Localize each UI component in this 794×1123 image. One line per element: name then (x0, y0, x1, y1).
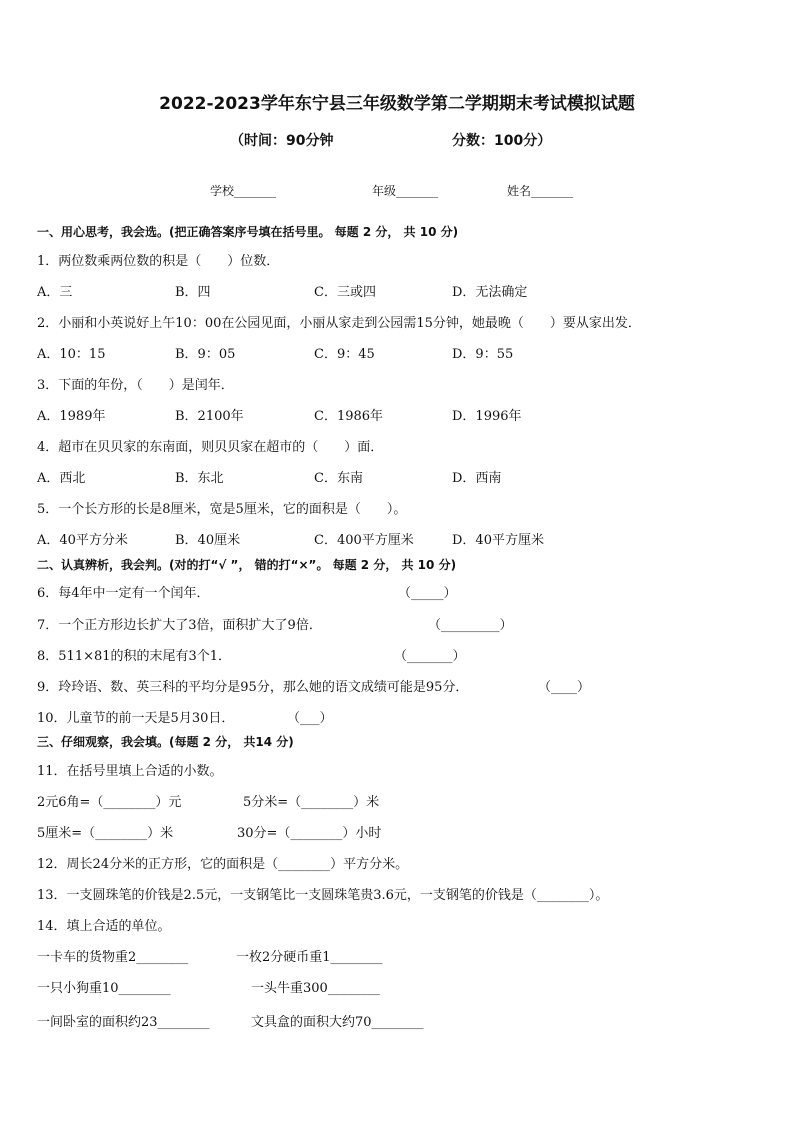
option-4d: D．西南 (452, 471, 502, 486)
question-14-item-1: 一卡车的货物重2________ (37, 950, 189, 965)
option-5d: D．40平方厘米 (452, 533, 544, 548)
name-field: 姓名_______ (507, 184, 574, 198)
section-heading-2: 二、认真辨析，我会判。(对的打“√ ”， 错的打“×”。 每题 2 分， 共 10 分) (37, 558, 457, 572)
question-11-item-1: 2元6角=（________）元 (37, 795, 182, 810)
option-4b: B．东北 (175, 471, 224, 486)
question-14-item-3: 一只小狗重10________ (37, 981, 171, 996)
option-4a: A．西北 (37, 471, 86, 486)
exam-score: 分数：100分） (452, 133, 552, 149)
question-4: 4．超市在贝贝家的东南面，则贝贝家在超市的（ ）面． (37, 440, 384, 455)
answer-blank-9: （____） (538, 680, 591, 695)
question-5: 5．一个长方形的长是8厘米，宽是5厘米，它的面积是（ ）。 (37, 502, 407, 517)
answer-blank-8: （_______） (394, 649, 466, 664)
option-3a: A．1989年 (37, 409, 106, 424)
option-5a: A．40平方分米 (37, 533, 128, 548)
option-3b: B．2100年 (175, 409, 244, 424)
option-3c: C．1986年 (314, 409, 384, 424)
option-4c: C．东南 (314, 471, 363, 486)
option-1b: B．四 (175, 285, 211, 300)
question-14-item-5: 一间卧室的面积约23________ (37, 1015, 210, 1030)
option-5b: B．40厘米 (175, 533, 241, 548)
question-14: 14．填上合适的单位。 (37, 919, 171, 934)
question-6: 6．每4年中一定有一个闰年． (37, 586, 210, 601)
option-5c: C．400平方厘米 (314, 533, 414, 548)
option-1d: D．无法确定 (452, 285, 528, 300)
page-title: 2022-2023学年东宁县三年级数学第二学期期末考试模拟试题 (159, 94, 635, 114)
answer-blank-10: （___） (287, 711, 333, 726)
question-3: 3．下面的年份，（ ）是闰年． (37, 378, 234, 393)
question-14-item-2: 一枚2分硬币重1________ (236, 950, 383, 965)
option-1a: A．三 (37, 285, 73, 300)
exam-time: （时间：90分钟 (230, 133, 334, 149)
option-2b: B．9：05 (175, 347, 236, 362)
option-2c: C．9：45 (314, 347, 375, 362)
question-1: 1．两位数乘两位数的积是（ ）位数． (37, 254, 280, 269)
section-heading-3: 三、仔细观察，我会填。(每题 2 分， 共14 分) (37, 735, 294, 749)
school-field: 学校_______ (210, 184, 277, 198)
question-13: 13．一支圆珠笔的价钱是2.5元，一支钢笔比一支圆珠笔贵3.6元，一支钢笔的价钱是（________）。 (37, 888, 609, 903)
question-12: 12．周长24分米的正方形，它的面积是（________）平方分米。 (37, 857, 409, 872)
question-11-item-3: 5厘米=（________）米 (37, 826, 174, 841)
option-3d: D．1996年 (452, 409, 522, 424)
question-14-item-6: 文具盒的面积大约70________ (251, 1015, 424, 1030)
question-8: 8．511×81的积的末尾有3个1． (37, 649, 232, 664)
question-9: 9．玲玲语、数、英三科的平均分是95分，那么她的语文成绩可能是95分． (37, 680, 469, 695)
question-11-item-2: 5分米=（________）米 (243, 795, 380, 810)
option-2a: A．10：15 (37, 347, 106, 362)
option-1c: C．三或四 (314, 285, 376, 300)
question-2: 2．小丽和小英说好上午10：00在公园见面，小丽从家走到公园需15分钟，她最晚（ ）要从家出发． (37, 316, 641, 331)
question-11-item-4: 30分=（________）小时 (237, 826, 382, 841)
question-14-item-4: 一头牛重300________ (251, 981, 380, 996)
question-10: 10．儿童节的前一天是5月30日． (37, 711, 235, 726)
answer-blank-6: （_____） (398, 586, 457, 601)
option-2d: D．9：55 (452, 347, 514, 362)
question-11: 11．在括号里填上合适的小数。 (37, 764, 223, 779)
grade-field: 年级_______ (372, 184, 439, 198)
answer-blank-7: （_________） (428, 618, 513, 633)
question-7: 7．一个正方形边长扩大了3倍，面积扩大了9倍． (37, 618, 322, 633)
section-heading-1: 一、用心思考，我会选。(把正确答案序号填在括号里。 每题 2 分， 共 10 分) (37, 225, 459, 239)
